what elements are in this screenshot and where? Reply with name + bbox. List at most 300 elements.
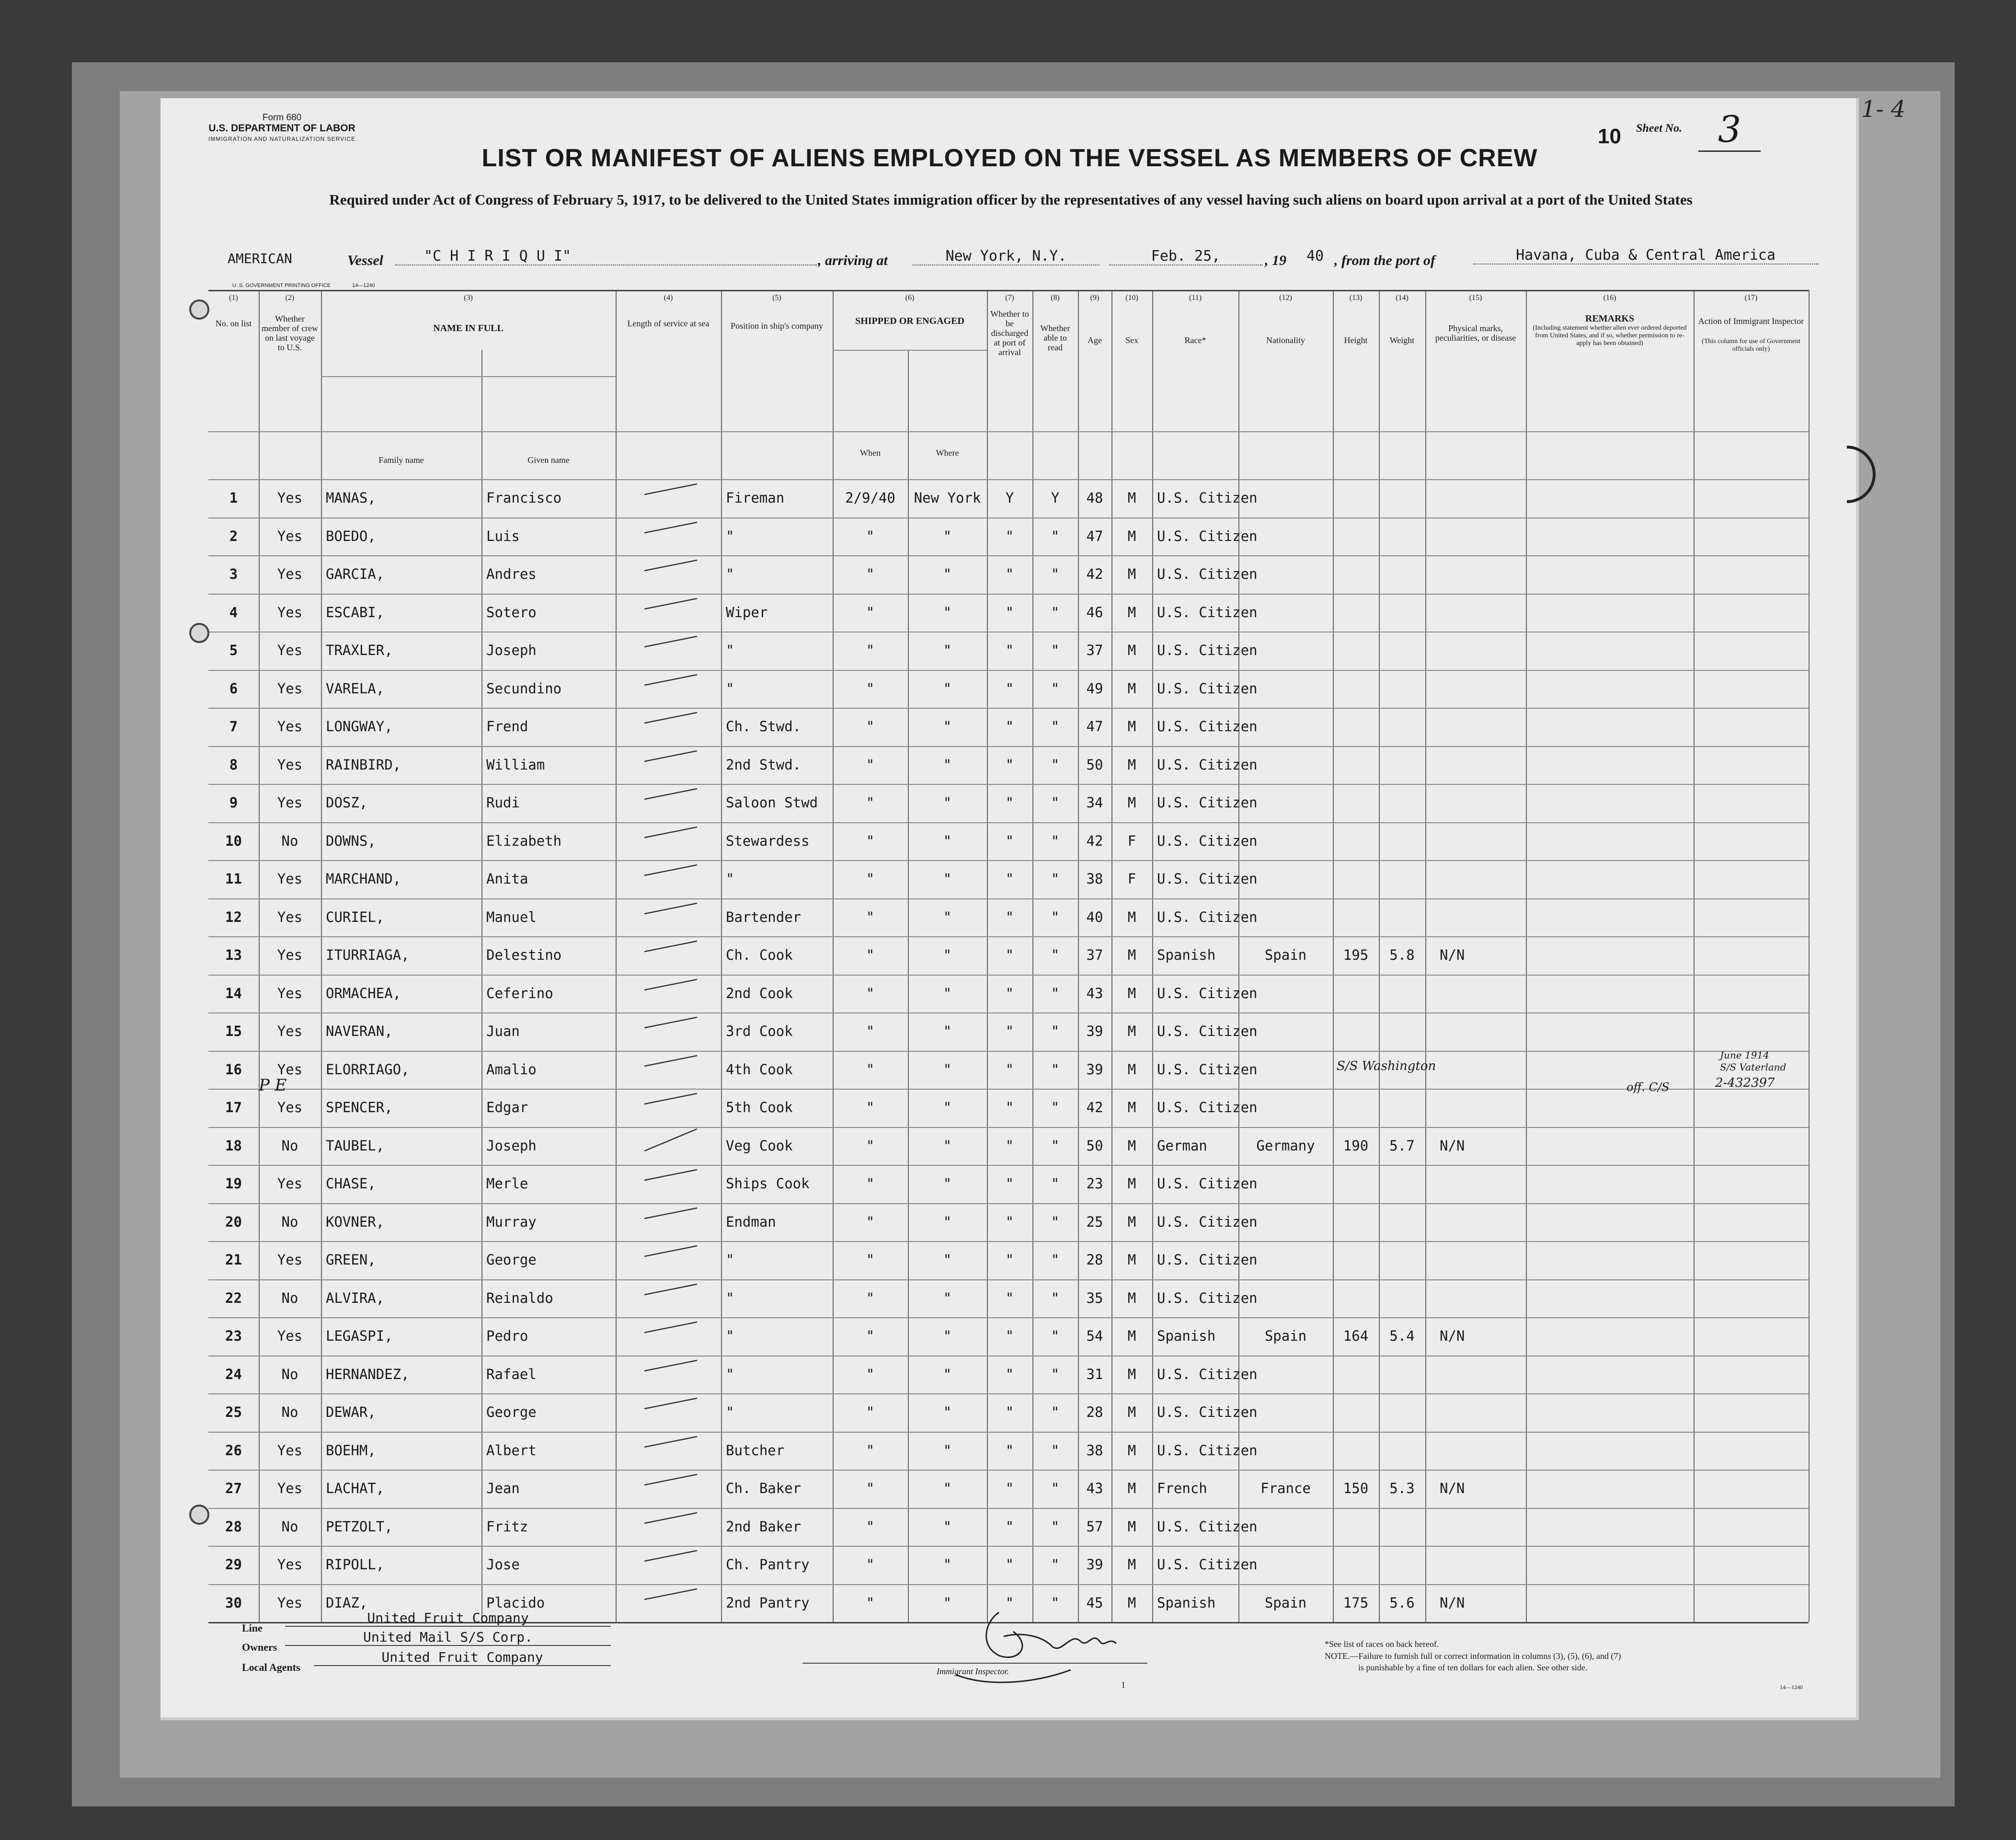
row-number: 5 <box>229 642 238 658</box>
shipped-where-cell: " <box>943 1175 952 1192</box>
vessel-nationality: AMERICAN <box>228 251 292 266</box>
shipped-when-cell: " <box>866 604 875 621</box>
age-cell: 38 <box>1086 871 1103 887</box>
race-cell: U.S. Citizen <box>1157 1289 1258 1306</box>
race-cell: Spanish <box>1157 947 1216 963</box>
able-to-read-cell: " <box>1051 1252 1060 1268</box>
margin-note: 1- 4 <box>1861 96 1906 123</box>
position-cell: " <box>726 1404 734 1420</box>
age-cell: 34 <box>1086 794 1103 811</box>
race-cell: U.S. Citizen <box>1157 1023 1258 1039</box>
sex-cell: M <box>1127 794 1136 811</box>
service-length-tick <box>640 1394 702 1418</box>
discharged-cell: " <box>1005 604 1014 621</box>
age-cell: 42 <box>1086 832 1103 849</box>
last-voyage-cell: Yes <box>277 490 303 506</box>
service-length-tick <box>640 976 702 1000</box>
service-length-tick <box>640 1471 702 1495</box>
sex-cell: M <box>1127 1289 1136 1306</box>
row-number: 11 <box>225 871 242 887</box>
shipped-when-cell: " <box>866 1175 875 1192</box>
weight-cell: 5.6 <box>1389 1594 1415 1611</box>
sex-cell: M <box>1127 1518 1136 1535</box>
able-to-read-cell: " <box>1051 1518 1060 1535</box>
row-rule <box>208 784 1809 785</box>
given-name-cell: Murray <box>486 1213 537 1230</box>
race-cell: U.S. Citizen <box>1157 1442 1258 1459</box>
shipped-when-cell: " <box>866 1023 875 1039</box>
able-to-read-cell: " <box>1051 1404 1060 1420</box>
service-length-tick <box>640 1052 702 1076</box>
given-name-cell: Jean <box>486 1480 520 1496</box>
row-number: 1 <box>229 490 238 506</box>
row-rule <box>208 1546 1809 1547</box>
row-number: 23 <box>225 1328 242 1344</box>
header-nationality: Nationality <box>1266 335 1305 345</box>
last-voyage-cell: No <box>281 1289 298 1306</box>
shipped-where-cell: " <box>943 528 952 544</box>
position-cell: " <box>726 642 734 658</box>
able-to-read-cell: " <box>1051 1442 1060 1459</box>
row-number: 17 <box>225 1099 242 1116</box>
service-length-tick <box>640 899 702 923</box>
column-number: (14) <box>1396 294 1409 302</box>
shipped-when-cell: " <box>866 1061 875 1078</box>
family-name-cell: ELORRIAGO, <box>326 1061 410 1078</box>
row-rule <box>208 1127 1809 1128</box>
row-number: 25 <box>225 1404 242 1420</box>
service-length-tick <box>640 1166 702 1190</box>
row-rule <box>208 860 1809 861</box>
header-able-to-read: Whether able to read <box>1040 323 1070 352</box>
discharged-cell: " <box>1005 1252 1014 1268</box>
row-rule <box>208 1356 1809 1357</box>
position-cell: Fireman <box>726 490 785 506</box>
shipped-when-cell: " <box>866 1099 875 1116</box>
given-name-cell: Luis <box>486 528 520 544</box>
shipped-when-cell: " <box>866 756 875 773</box>
shipped-where-cell: " <box>943 680 952 697</box>
discharged-cell: " <box>1005 1213 1014 1230</box>
able-to-read-cell: " <box>1051 947 1060 963</box>
service-length-tick <box>640 861 702 885</box>
given-name-cell: Manuel <box>486 908 537 925</box>
race-cell: U.S. Citizen <box>1157 794 1258 811</box>
inspector-signature <box>927 1603 1128 1694</box>
discharged-cell: " <box>1005 566 1014 582</box>
family-name-cell: TAUBEL, <box>326 1137 385 1154</box>
last-voyage-cell: Yes <box>277 642 303 658</box>
discharged-cell: " <box>1005 642 1014 658</box>
position-cell: " <box>726 871 734 887</box>
family-name-cell: DOWNS, <box>326 832 376 849</box>
height-cell: 195 <box>1343 947 1369 963</box>
row-number: 20 <box>225 1213 242 1230</box>
shipped-when-cell: " <box>866 947 875 963</box>
sex-cell: M <box>1127 1137 1136 1154</box>
position-cell: 4th Cook <box>726 1061 793 1078</box>
arrival-date: Feb. 25, <box>1109 248 1262 265</box>
shipped-where-cell: " <box>943 985 952 1001</box>
departure-port: Havana, Cuba & Central America <box>1473 247 1818 264</box>
able-to-read-cell: " <box>1051 756 1060 773</box>
family-name-cell: VARELA, <box>326 680 385 697</box>
race-cell: U.S. Citizen <box>1157 1061 1258 1078</box>
given-name-cell: Secundino <box>486 680 562 697</box>
age-cell: 50 <box>1086 1137 1103 1154</box>
race-cell: U.S. Citizen <box>1157 604 1258 621</box>
sex-cell: M <box>1127 718 1136 735</box>
service-length-tick <box>640 556 702 580</box>
given-name-cell: George <box>486 1404 537 1420</box>
service-length-tick <box>640 1128 702 1152</box>
header-no-on-list: No. on list <box>215 319 252 328</box>
nationality-cell: Spain <box>1264 947 1307 963</box>
sex-cell: M <box>1127 1099 1136 1116</box>
physical-marks-cell: N/N <box>1440 1328 1465 1344</box>
able-to-read-cell: " <box>1051 1289 1060 1306</box>
shipped-where-cell: " <box>943 642 952 658</box>
line-value: United Fruit Company <box>285 1610 611 1627</box>
shipped-when-cell: " <box>866 566 875 582</box>
able-to-read-cell: " <box>1051 1594 1060 1611</box>
row-number: 21 <box>225 1252 242 1268</box>
family-name-cell: BOEDO, <box>326 528 376 544</box>
sheet-prefix: 10 <box>1598 125 1621 148</box>
line-label: Line <box>242 1622 263 1634</box>
race-cell: U.S. Citizen <box>1157 1556 1258 1573</box>
arrival-year: 40 <box>1306 248 1324 264</box>
age-cell: 28 <box>1086 1404 1103 1420</box>
sex-cell: F <box>1127 832 1136 849</box>
header-when: When <box>860 448 881 458</box>
shipped-when-cell: " <box>866 1594 875 1611</box>
discharged-cell: " <box>1005 1404 1014 1420</box>
shipped-when-cell: " <box>866 794 875 811</box>
family-name-cell: LEGASPI, <box>326 1328 393 1344</box>
row-rule <box>208 290 1809 291</box>
shipped-when-cell: " <box>866 642 875 658</box>
race-cell: U.S. Citizen <box>1157 985 1258 1001</box>
sex-cell: M <box>1127 1328 1136 1344</box>
able-to-read-cell: " <box>1051 528 1060 544</box>
header-discharged: Whether to be discharged at port of arrival <box>990 309 1029 357</box>
column-rule <box>1809 290 1810 1622</box>
given-name-cell: Pedro <box>486 1328 528 1344</box>
form-id-block <box>208 113 355 144</box>
column-number: (12) <box>1279 294 1292 302</box>
position-cell: " <box>726 1289 734 1306</box>
given-name-cell: Placido <box>486 1594 545 1611</box>
race-cell: U.S. Citizen <box>1157 908 1258 925</box>
row-rule <box>208 1317 1809 1318</box>
row-number: 26 <box>225 1442 242 1459</box>
header-weight: Weight <box>1389 335 1415 345</box>
row-rule <box>208 555 1809 556</box>
sex-cell: M <box>1127 490 1136 506</box>
race-cell: U.S. Citizen <box>1157 528 1258 544</box>
shipped-where-cell: " <box>943 1252 952 1268</box>
discharged-cell: " <box>1005 832 1014 849</box>
service-length-tick <box>640 709 702 733</box>
weight-cell: 5.4 <box>1389 1328 1415 1344</box>
discharged-cell: " <box>1005 1366 1014 1382</box>
row-number: 15 <box>225 1023 242 1039</box>
row-rule <box>208 670 1809 671</box>
last-voyage-cell: No <box>281 1366 298 1382</box>
service-length-tick <box>640 671 702 695</box>
family-name-cell: LONGWAY, <box>326 718 393 735</box>
family-name-cell: DEWAR, <box>326 1404 376 1420</box>
family-name-cell: ITURRIAGA, <box>326 947 410 963</box>
form-number: Form 680 <box>262 113 302 123</box>
shipped-where-cell: New York <box>914 490 981 506</box>
able-to-read-cell: " <box>1051 871 1060 887</box>
family-name-cell: BOEHM, <box>326 1442 376 1459</box>
row-rule <box>208 1203 1809 1204</box>
row-number: 12 <box>225 908 242 925</box>
sex-cell: M <box>1127 642 1136 658</box>
position-cell: Veg Cook <box>726 1137 793 1154</box>
signature-line <box>802 1663 1147 1664</box>
last-voyage-cell: Yes <box>277 1061 303 1078</box>
shipped-when-cell: " <box>866 1404 875 1420</box>
family-name-cell: KOVNER, <box>326 1213 385 1230</box>
form-title: LIST OR MANIFEST OF ALIENS EMPLOYED ON THE VESSEL AS MEMBERS OF CREW <box>481 144 1538 172</box>
position-cell: Saloon Stwd <box>726 794 818 811</box>
discharged-cell: " <box>1005 1442 1014 1459</box>
nationality-cell: Germany <box>1256 1137 1315 1154</box>
nationality-cell: Spain <box>1264 1328 1307 1344</box>
able-to-read-cell: " <box>1051 908 1060 925</box>
service-length-tick <box>640 632 702 656</box>
position-cell: " <box>726 566 734 582</box>
header-remarks-sub: (Including statement whether alien ever ordered deported from United States, and if so, whether permission to re-apply has been obtained) <box>1533 324 1687 347</box>
sex-cell: M <box>1127 1061 1136 1078</box>
able-to-read-cell: " <box>1051 1099 1060 1116</box>
row-number: 6 <box>229 680 238 697</box>
last-voyage-cell: Yes <box>277 947 303 963</box>
sex-cell: M <box>1127 1404 1136 1420</box>
family-name-cell: MARCHAND, <box>326 871 401 887</box>
age-cell: 42 <box>1086 1099 1103 1116</box>
race-cell: U.S. Citizen <box>1157 1175 1258 1192</box>
service-name: IMMIGRATION AND NATURALIZATION SERVICE <box>208 136 356 142</box>
shipped-where-cell: " <box>943 1366 952 1382</box>
punch-hole <box>189 299 209 320</box>
row-number: 13 <box>225 947 242 963</box>
family-name-cell: RIPOLL, <box>326 1556 385 1573</box>
last-voyage-cell: Yes <box>277 1252 303 1268</box>
height-cell: 190 <box>1343 1137 1369 1154</box>
physical-marks-cell: N/N <box>1440 1137 1465 1154</box>
footnote-races: *See list of races on back hereof. <box>1325 1639 1439 1649</box>
service-length-tick <box>640 937 702 961</box>
shipped-where-cell: " <box>943 1480 952 1496</box>
row-rule <box>208 898 1809 899</box>
able-to-read-cell: " <box>1051 680 1060 697</box>
race-cell: U.S. Citizen <box>1157 832 1258 849</box>
last-voyage-cell: Yes <box>277 871 303 887</box>
shipped-where-cell: " <box>943 566 952 582</box>
row-rule <box>208 1584 1809 1585</box>
shipped-where-cell: " <box>943 947 952 963</box>
service-length-tick <box>640 1318 702 1342</box>
position-cell: Ch. Stwd. <box>726 718 802 735</box>
position-cell: 2nd Cook <box>726 985 793 1001</box>
header-race: Race* <box>1184 335 1206 345</box>
age-cell: 39 <box>1086 1556 1103 1573</box>
sex-cell: M <box>1127 604 1136 621</box>
last-voyage-cell: Yes <box>277 1328 303 1344</box>
given-name-cell: Anita <box>486 871 528 887</box>
column-number: (5) <box>772 294 781 302</box>
able-to-read-cell: Y <box>1051 490 1060 506</box>
header-age: Age <box>1088 335 1102 345</box>
header-physical-marks: Physical marks, peculiarities, or disease <box>1435 323 1516 343</box>
able-to-read-cell: " <box>1051 1137 1060 1154</box>
shipped-when-cell: " <box>866 1442 875 1459</box>
header-shipped-engaged: SHIPPED OR ENGAGED <box>855 316 964 326</box>
shipped-when-cell: " <box>866 832 875 849</box>
family-name-cell: CHASE, <box>326 1175 376 1192</box>
physical-marks-cell: N/N <box>1440 947 1465 963</box>
service-length-tick <box>640 595 702 619</box>
able-to-read-cell: " <box>1051 1366 1060 1382</box>
age-cell: 43 <box>1086 1480 1103 1496</box>
shipped-when-cell: " <box>866 1480 875 1496</box>
header-given-name: Given name <box>527 455 570 465</box>
header-action-inspector: Action of Immigrant Inspector <box>1698 316 1804 326</box>
shipped-where-cell: " <box>943 756 952 773</box>
age-cell: 48 <box>1086 490 1103 506</box>
age-cell: 37 <box>1086 642 1103 658</box>
last-voyage-cell: Yes <box>277 1099 303 1116</box>
shipped-where-cell: " <box>943 1404 952 1420</box>
column-rule <box>1152 290 1153 1622</box>
row-number: 9 <box>229 794 238 811</box>
row-rule <box>208 1470 1809 1471</box>
age-cell: 49 <box>1086 680 1103 697</box>
discharged-cell: " <box>1005 1594 1014 1611</box>
last-voyage-cell: Yes <box>277 1556 303 1573</box>
able-to-read-cell: " <box>1051 794 1060 811</box>
row-rule <box>208 479 1809 480</box>
discharged-cell: " <box>1005 756 1014 773</box>
given-name-cell: Jose <box>486 1556 520 1573</box>
row-rule <box>833 350 987 351</box>
row18-handwritten-mark: P E <box>259 1076 287 1095</box>
discharged-cell: " <box>1005 1023 1014 1039</box>
position-cell: " <box>726 680 734 697</box>
header-where: Where <box>936 448 959 458</box>
row-number: 4 <box>229 604 238 621</box>
race-cell: U.S. Citizen <box>1157 1213 1258 1230</box>
column-number: (2) <box>285 294 295 302</box>
row-number: 22 <box>225 1289 242 1306</box>
weight-cell: 5.7 <box>1389 1137 1415 1154</box>
able-to-read-cell: " <box>1051 642 1060 658</box>
manifest-sheet <box>160 96 1906 1720</box>
footnote-penalty-1: NOTE.—Failure to furnish full or correct information in columns (3), (5), (6), and (7) <box>1325 1651 1621 1661</box>
row-rule <box>208 746 1809 747</box>
shipped-where-cell: " <box>943 1594 952 1611</box>
shipped-when-cell: " <box>866 528 875 544</box>
column-number: (9) <box>1090 294 1100 302</box>
last-voyage-cell: No <box>281 832 298 849</box>
last-voyage-cell: No <box>281 1404 298 1420</box>
column-number: (16) <box>1603 294 1616 302</box>
row-rule <box>208 936 1809 937</box>
service-length-tick <box>640 1547 702 1571</box>
family-name-cell: ALVIRA, <box>326 1289 385 1306</box>
shipped-where-cell: " <box>943 832 952 849</box>
row-number: 28 <box>225 1518 242 1535</box>
position-cell: Stewardess <box>726 832 810 849</box>
discharged-cell: " <box>1005 1556 1014 1573</box>
row-rule <box>208 1393 1809 1394</box>
shipped-when-cell: " <box>866 871 875 887</box>
height-cell: 175 <box>1343 1594 1369 1611</box>
row-rule <box>208 594 1809 595</box>
discharged-cell: Y <box>1005 490 1014 506</box>
column-number: (7) <box>1005 294 1014 302</box>
last-voyage-cell: Yes <box>277 1175 303 1192</box>
age-cell: 54 <box>1086 1328 1103 1344</box>
row-rule <box>208 1012 1809 1013</box>
row-number: 24 <box>225 1366 242 1382</box>
given-name-cell: Albert <box>486 1442 537 1459</box>
race-cell: U.S. Citizen <box>1157 756 1258 773</box>
service-length-tick <box>640 1204 702 1228</box>
shipped-where-cell: " <box>943 1213 952 1230</box>
position-cell: 5th Cook <box>726 1099 793 1116</box>
able-to-read-cell: " <box>1051 1213 1060 1230</box>
age-cell: 38 <box>1086 1442 1103 1459</box>
race-cell: Spanish <box>1157 1594 1216 1611</box>
punch-hole <box>189 623 209 643</box>
last-voyage-cell: No <box>281 1518 298 1535</box>
able-to-read-cell: " <box>1051 985 1060 1001</box>
service-length-tick <box>640 785 702 809</box>
sheet-number: 3 <box>1698 108 1761 152</box>
race-cell: U.S. Citizen <box>1157 1404 1258 1420</box>
race-cell: German <box>1157 1137 1207 1154</box>
able-to-read-cell: " <box>1051 1328 1060 1344</box>
discharged-cell: " <box>1005 871 1014 887</box>
row-rule <box>208 708 1809 709</box>
age-cell: 39 <box>1086 1061 1103 1078</box>
sex-cell: M <box>1127 1594 1136 1611</box>
family-name-cell: PETZOLT, <box>326 1518 393 1535</box>
family-name-cell: LACHAT, <box>326 1480 385 1496</box>
position-cell: Ch. Baker <box>726 1480 802 1496</box>
shipped-when-cell: " <box>866 718 875 735</box>
family-name-cell: TRAXLER, <box>326 642 393 658</box>
shipped-where-cell: " <box>943 1289 952 1306</box>
sex-cell: M <box>1127 908 1136 925</box>
shipped-when-cell: " <box>866 1213 875 1230</box>
family-name-cell: DIAZ, <box>326 1594 368 1611</box>
given-name-cell: Elizabeth <box>486 832 562 849</box>
race-cell: U.S. Citizen <box>1157 871 1258 887</box>
last-voyage-cell: No <box>281 1137 298 1154</box>
sex-cell: M <box>1127 985 1136 1001</box>
sex-cell: M <box>1127 1175 1136 1192</box>
given-name-cell: Ceferino <box>486 985 553 1001</box>
last-voyage-cell: Yes <box>277 604 303 621</box>
service-length-tick <box>640 1585 702 1609</box>
